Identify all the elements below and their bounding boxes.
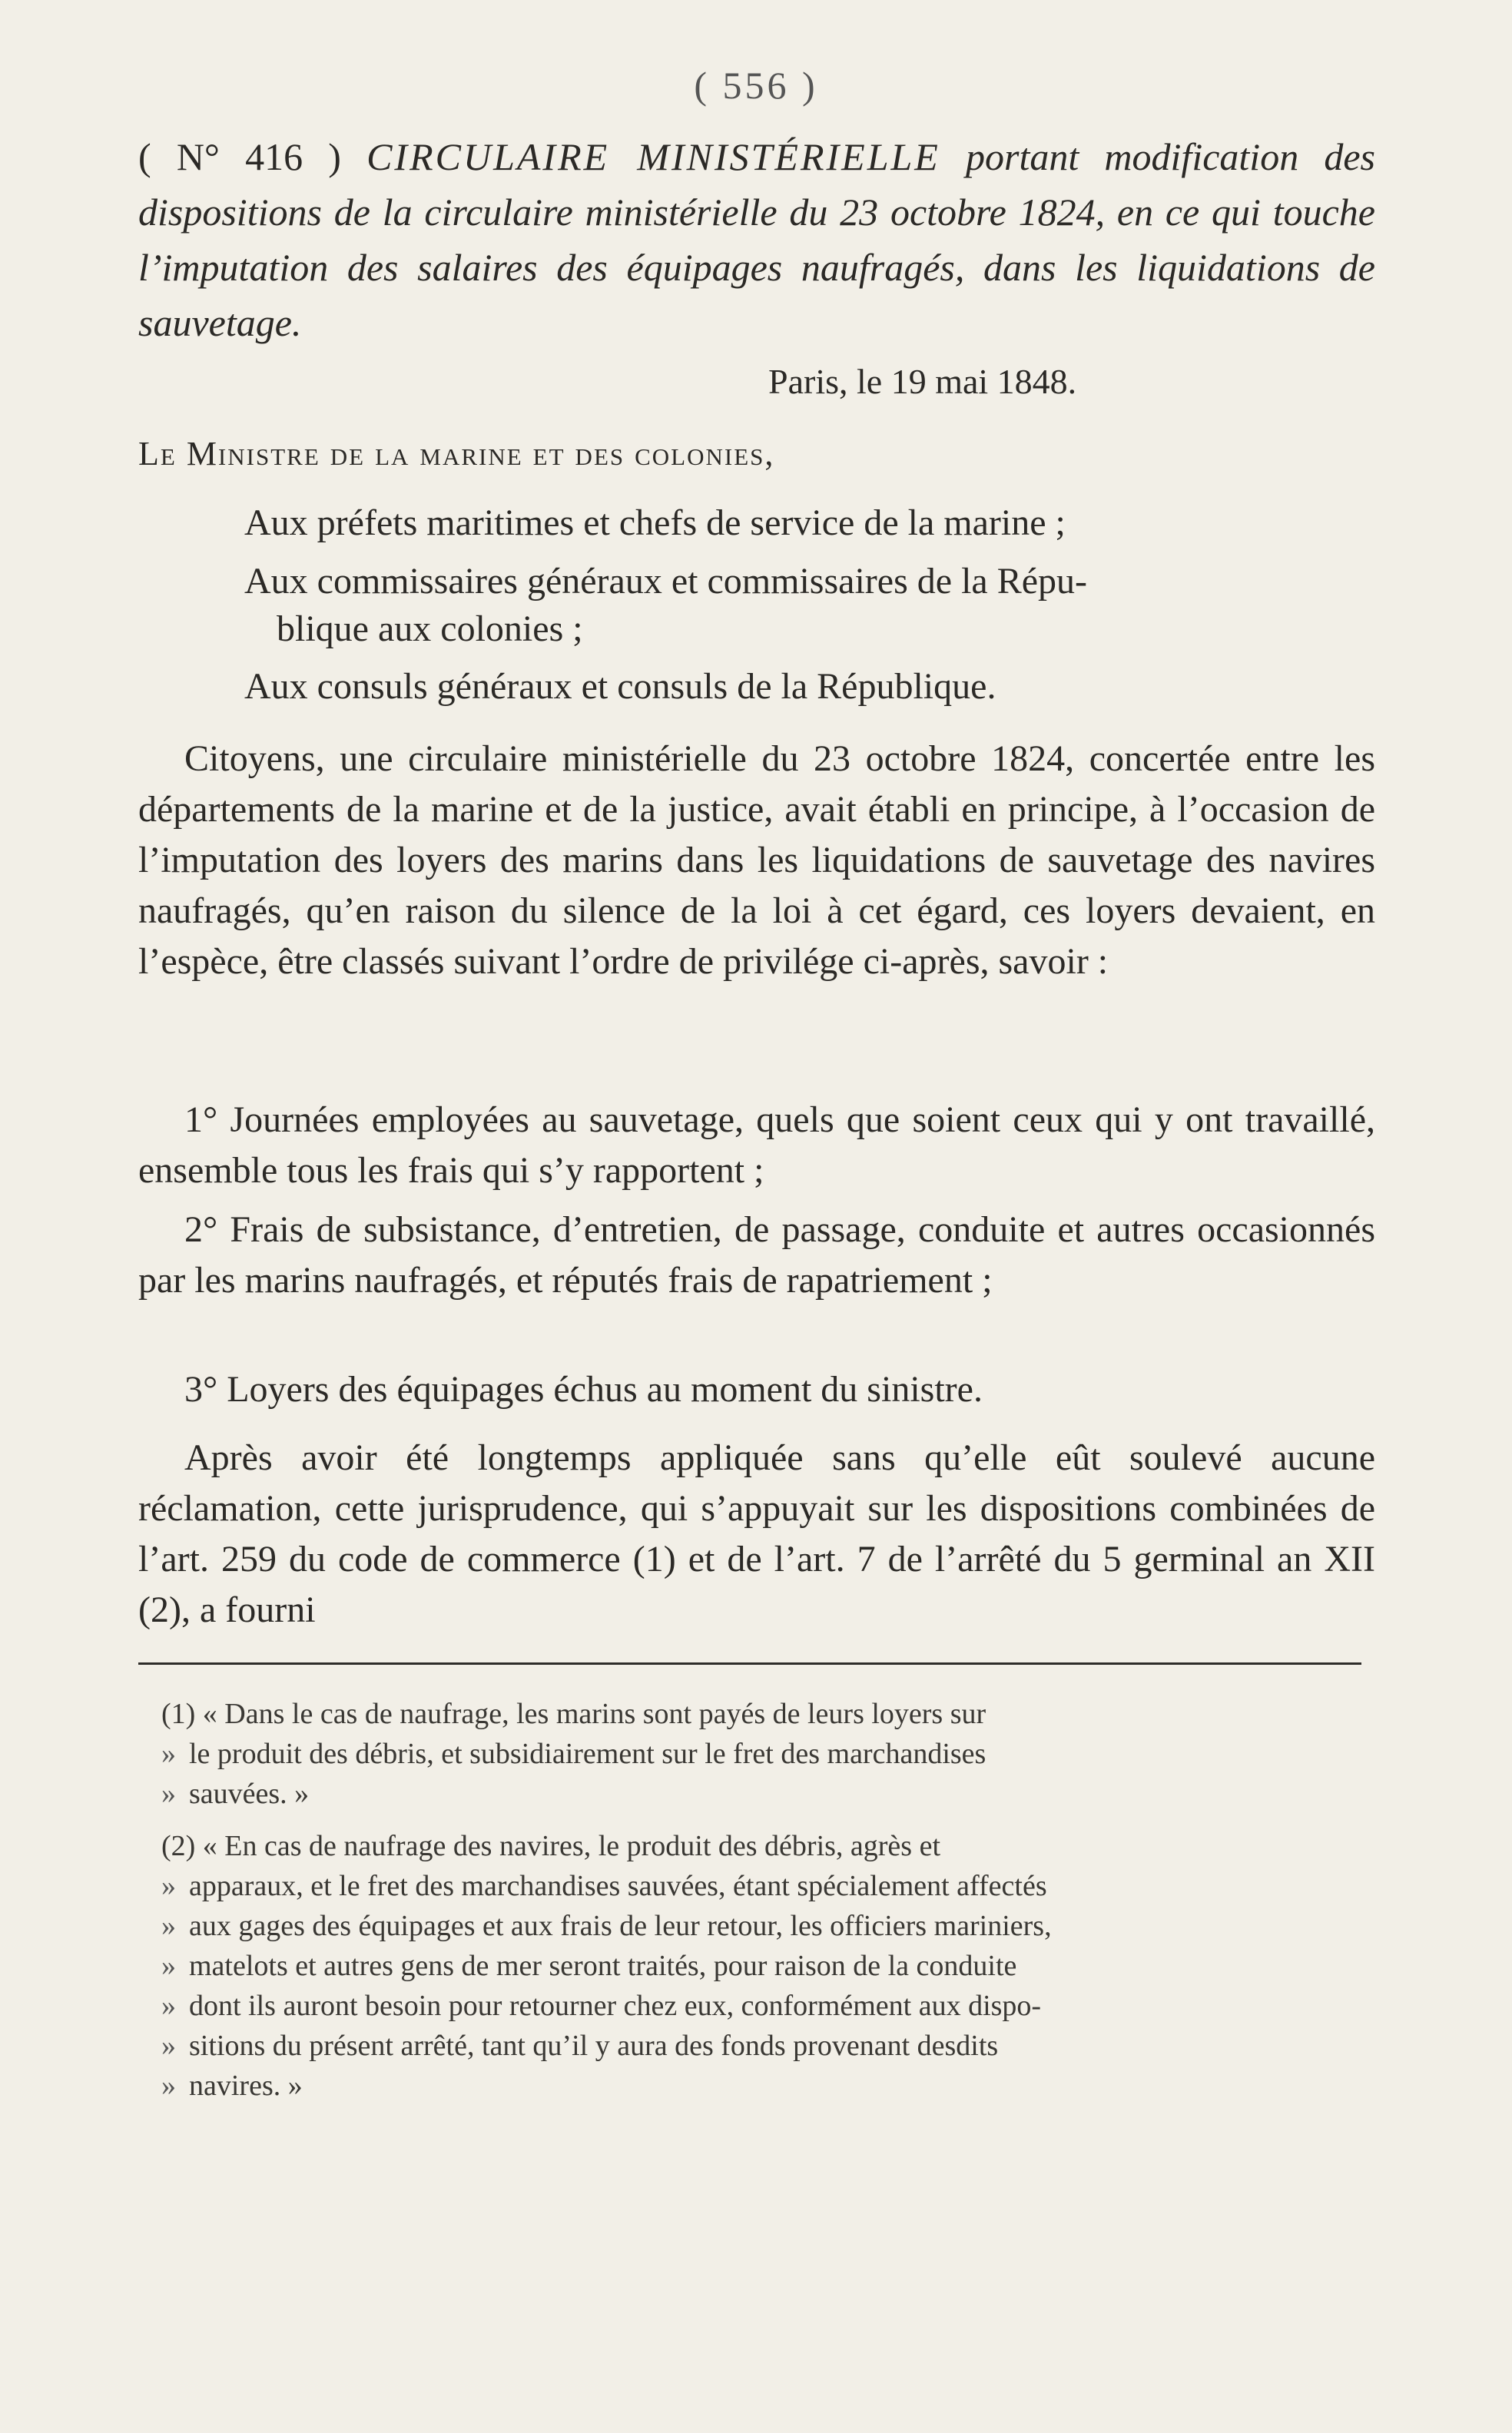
quote-mark: » [161,1990,176,2022]
addressee-line-3: Aux consuls généraux et consuls de la République. [244,666,996,707]
footnote-2-line [161,2066,1375,2106]
footnote-2-line-text: apparaux, et le fret des marchandises sauvées, étant spécialement affectés [189,1870,1047,1902]
footnote-1-line: (1) « Dans le cas de naufrage, les marins sont payés de leurs loyers sur [161,1698,986,1730]
quote-mark: » [161,2030,176,2062]
paragraph-continuation: Après avoir été longtemps appliquée sans qu’elle eût soulevé aucune réclamation, cette jurisprudence, qui s’appuyait sur les dispositions combinées de l’art. 259 du code de commerce (1) et de l’art. 7 de l’arrêté du 5 germinal an XII (2), a fourni [138,1437,1375,1630]
footnote-2-line [161,1986,1375,2026]
addressee-line-2a: Aux commissaires généraux et commissaires de la Répu- [244,561,1088,602]
footnote-1 [161,1694,1375,1814]
addressee-line-2b: blique aux colonies ; [277,608,583,649]
footnote-2-line [161,1946,1375,1986]
paragraph-item-2: 2° Frais de subsistance, d’entretien, de passage, conduite et autres occasionnés par les marins naufragés, et réputés frais de rapatriement ; [138,1209,1375,1301]
paragraph-item-3: 3° Loyers des équipages échus au moment du sinistre. [184,1369,983,1410]
heading-title: CIRCULAIRE MINISTÉRIELLE [366,135,940,178]
footnote-2-line: (2) « En cas de naufrage des navires, le produit des débris, agrès et [161,1830,941,1862]
paragraph-item-1: 1° Journées employées au sauvetage, quels que soient ceux qui y ont travaillé, ensemble tous les frais qui s’y rapportent ; [138,1099,1375,1191]
paragraph-intro: Citoyens, une circulaire ministérielle du 23 octobre 1824, concertée entre les départements de la marine et de la justice, avait établi en principe, à l’occasion de l’imputation des loyers des marins dans les liquidations de sauvetage des navires naufragés, qu’en raison du silence de la loi à cet égard, ces loyers devaient, en l’espèce, être classés suivant l’ordre de privilége ci-après, savoir : [138,738,1375,982]
addressee-line-2 [244,558,1374,653]
footnote-2 [161,1826,1375,2106]
page-number: ( 556 ) [694,64,818,107]
quote-mark: » [161,1910,176,1942]
footnote-separator [138,1662,1361,1665]
quote-mark: » [161,1950,176,1982]
quote-mark: » [161,1778,176,1810]
footnote-2-line-text: aux gages des équipages et aux frais de leur retour, les officiers mariniers, [189,1910,1052,1942]
footnote-2-line-text: dont ils auront besoin pour retourner chez eux, conformément aux dispo- [189,1990,1042,2022]
footnote-1-line-text: sauvées. » [189,1778,310,1810]
heading-subtitle: portant modification des dispositions de la circulaire ministérielle du 23 octobre 1824, en ce qui touche l’imputation des salaires des équipages naufragés, dans les liquidations de sauvetage. [138,135,1376,344]
heading-number: ( N° 416 ) [138,135,341,178]
document-heading [138,129,1375,350]
footnote-2-line [161,1906,1375,1946]
quote-mark: » [161,1738,176,1770]
dateline: Paris, le 19 mai 1848. [768,362,1077,401]
footnote-2-line-text: navires. » [189,2070,303,2102]
footnote-2-line [161,2026,1375,2066]
footnote-2-line-text: matelots et autres gens de mer seront traités, pour raison de la conduite [189,1950,1017,1982]
footnote-2-line-text: sitions du présent arrêté, tant qu’il y aura des fonds provenant desdits [189,2030,999,2062]
quote-mark: » [161,2070,176,2102]
minister-text: Le Ministre de la marine et des colonies, [138,435,775,472]
footnote-1-line-text: le produit des débris, et subsidiairement sur le fret des marchandises [189,1738,986,1770]
footnote-1-line [161,1774,1375,1814]
footnote-2-line [161,1866,1375,1906]
quote-mark: » [161,1870,176,1902]
footnote-1-line [161,1734,1375,1774]
minister-line [138,434,1375,473]
addressee-line-1: Aux préfets maritimes et chefs de service de la marine ; [244,502,1066,543]
